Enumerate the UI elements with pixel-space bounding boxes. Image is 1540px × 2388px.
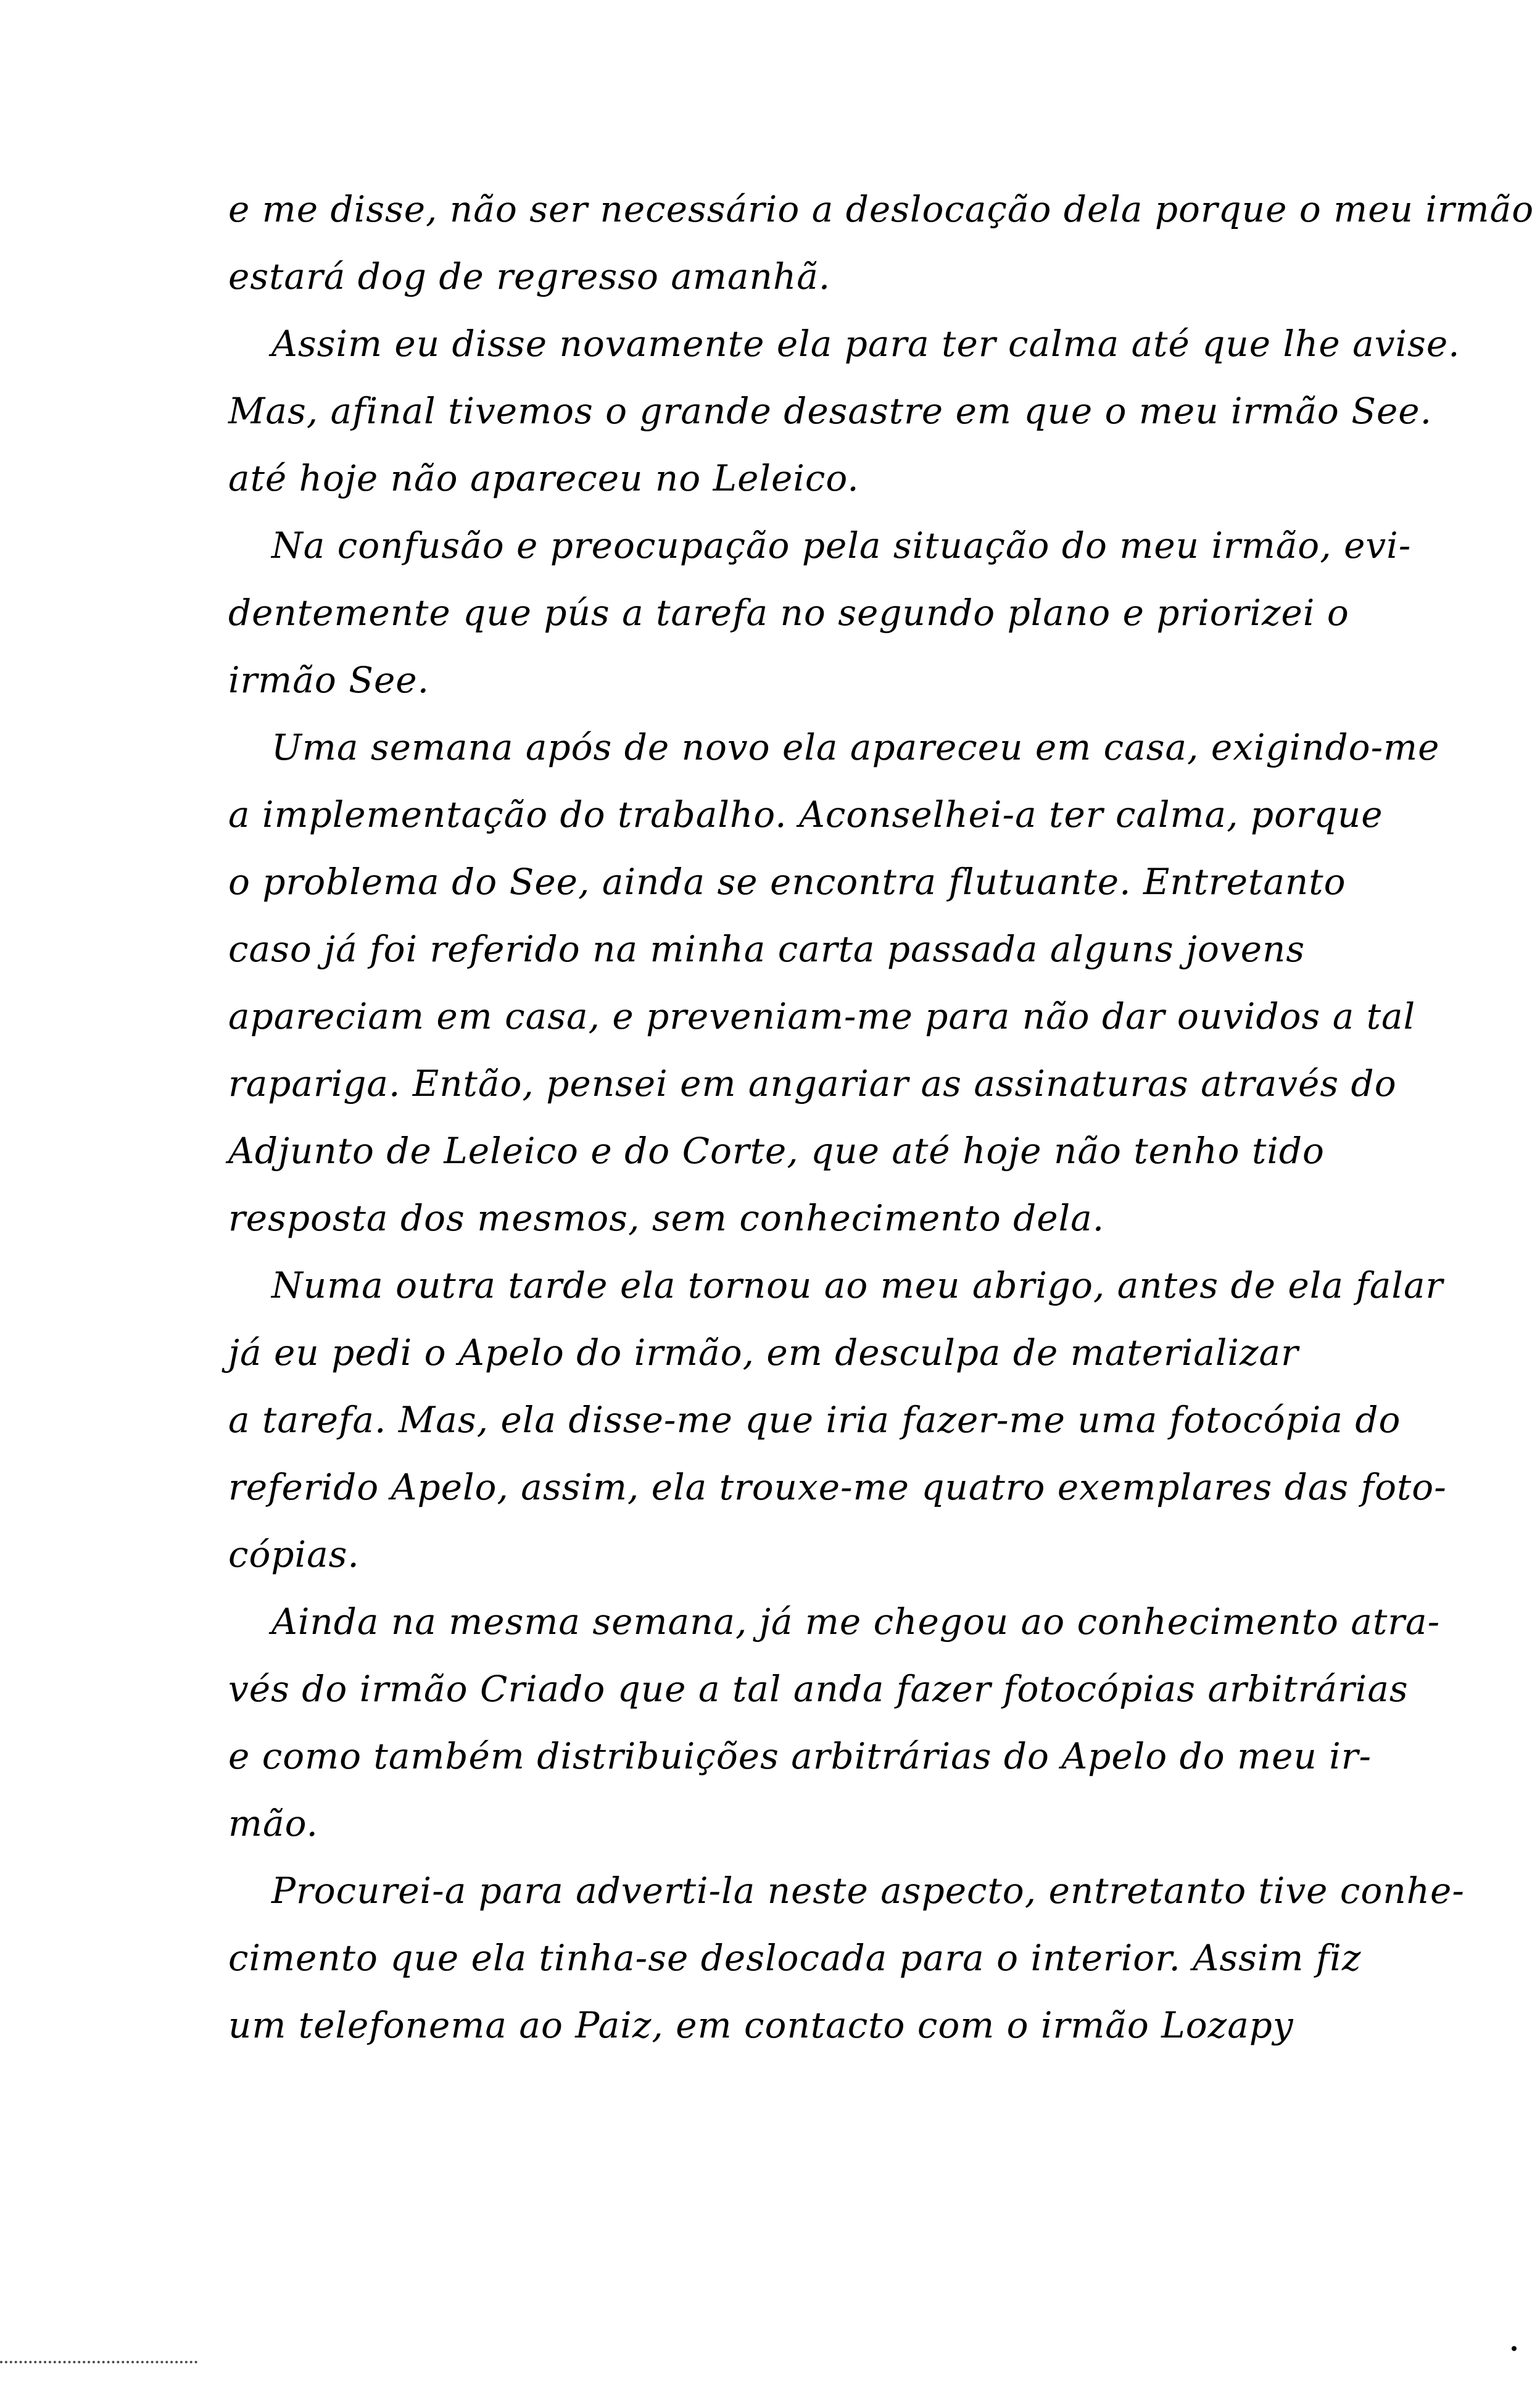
text-line: mão. <box>228 1802 318 1844</box>
text-line: Adjunto de Leleico e do Corte, que até hoje não tenho tido <box>228 1130 1325 1172</box>
text-line: cópias. <box>228 1533 360 1575</box>
scan-artifact-dots <box>0 2355 197 2363</box>
text-line: e como também distribuições arbitrárias do Apelo do meu ir- <box>228 1735 1372 1777</box>
text-line: Procurei-a para adverti-la neste aspecto, entretanto tive conhe- <box>271 1870 1465 1912</box>
text-line: apareciam em casa, e preveniam-me para não dar ouvidos a tal <box>228 995 1416 1037</box>
text-line: cimento que ela tinha-se deslocada para o interior. Assim fiz <box>228 1937 1362 1979</box>
text-line: Uma semana após de novo ela apareceu em casa, exigindo-me <box>271 726 1440 768</box>
text-line: a tarefa. Mas, ela disse-me que iria fazer-me uma fotocópia do <box>228 1399 1401 1441</box>
text-line: referido Apelo, assim, ela trouxe-me quatro exemplares das foto- <box>228 1466 1447 1508</box>
text-line: Mas, afinal tivemos o grande desastre em que o meu irmão See. <box>228 390 1433 432</box>
text-line: o problema do See, ainda se encontra flutuante. Entretanto <box>228 861 1346 903</box>
text-line: rapariga. Então, pensei em angariar as assinaturas através do <box>228 1063 1397 1105</box>
text-line: a implementação do trabalho. Aconselhei-a ter calma, porque <box>228 794 1383 835</box>
text-line: estará dog de regresso amanhã. <box>228 255 831 297</box>
text-line: já eu pedi o Apelo do irmão, em desculpa de materializar <box>228 1332 1299 1374</box>
text-line: até hoje não apareceu no Leleico. <box>228 457 859 499</box>
text-line: Ainda na mesma semana, já me chegou ao conhecimento atra- <box>271 1601 1441 1643</box>
text-line: dentemente que pús a tarefa no segundo plano e priorizei o <box>228 592 1349 634</box>
text-line: e me disse, não ser necessário a deslocação dela porque o meu irmão <box>228 188 1534 230</box>
text-line: Numa outra tarde ela tornou ao meu abrigo, antes de ela falar <box>271 1264 1444 1306</box>
handwritten-text-block <box>228 176 1534 2059</box>
scan-artifact-dot <box>1512 2346 1517 2351</box>
text-line: vés do irmão Criado que a tal anda fazer fotocópias arbitrárias <box>228 1668 1409 1710</box>
text-line: caso já foi referido na minha carta passada alguns jovens <box>228 928 1306 970</box>
text-line: Assim eu disse novamente ela para ter calma até que lhe avise. <box>271 323 1460 365</box>
text-line: resposta dos mesmos, sem conhecimento dela. <box>228 1197 1105 1239</box>
text-line: um telefonema ao Paiz, em contacto com o irmão Lozapy <box>228 2004 1294 2046</box>
text-line: Na confusão e preocupação pela situação do meu irmão, evi- <box>271 524 1412 566</box>
text-line: irmão See. <box>228 659 430 701</box>
